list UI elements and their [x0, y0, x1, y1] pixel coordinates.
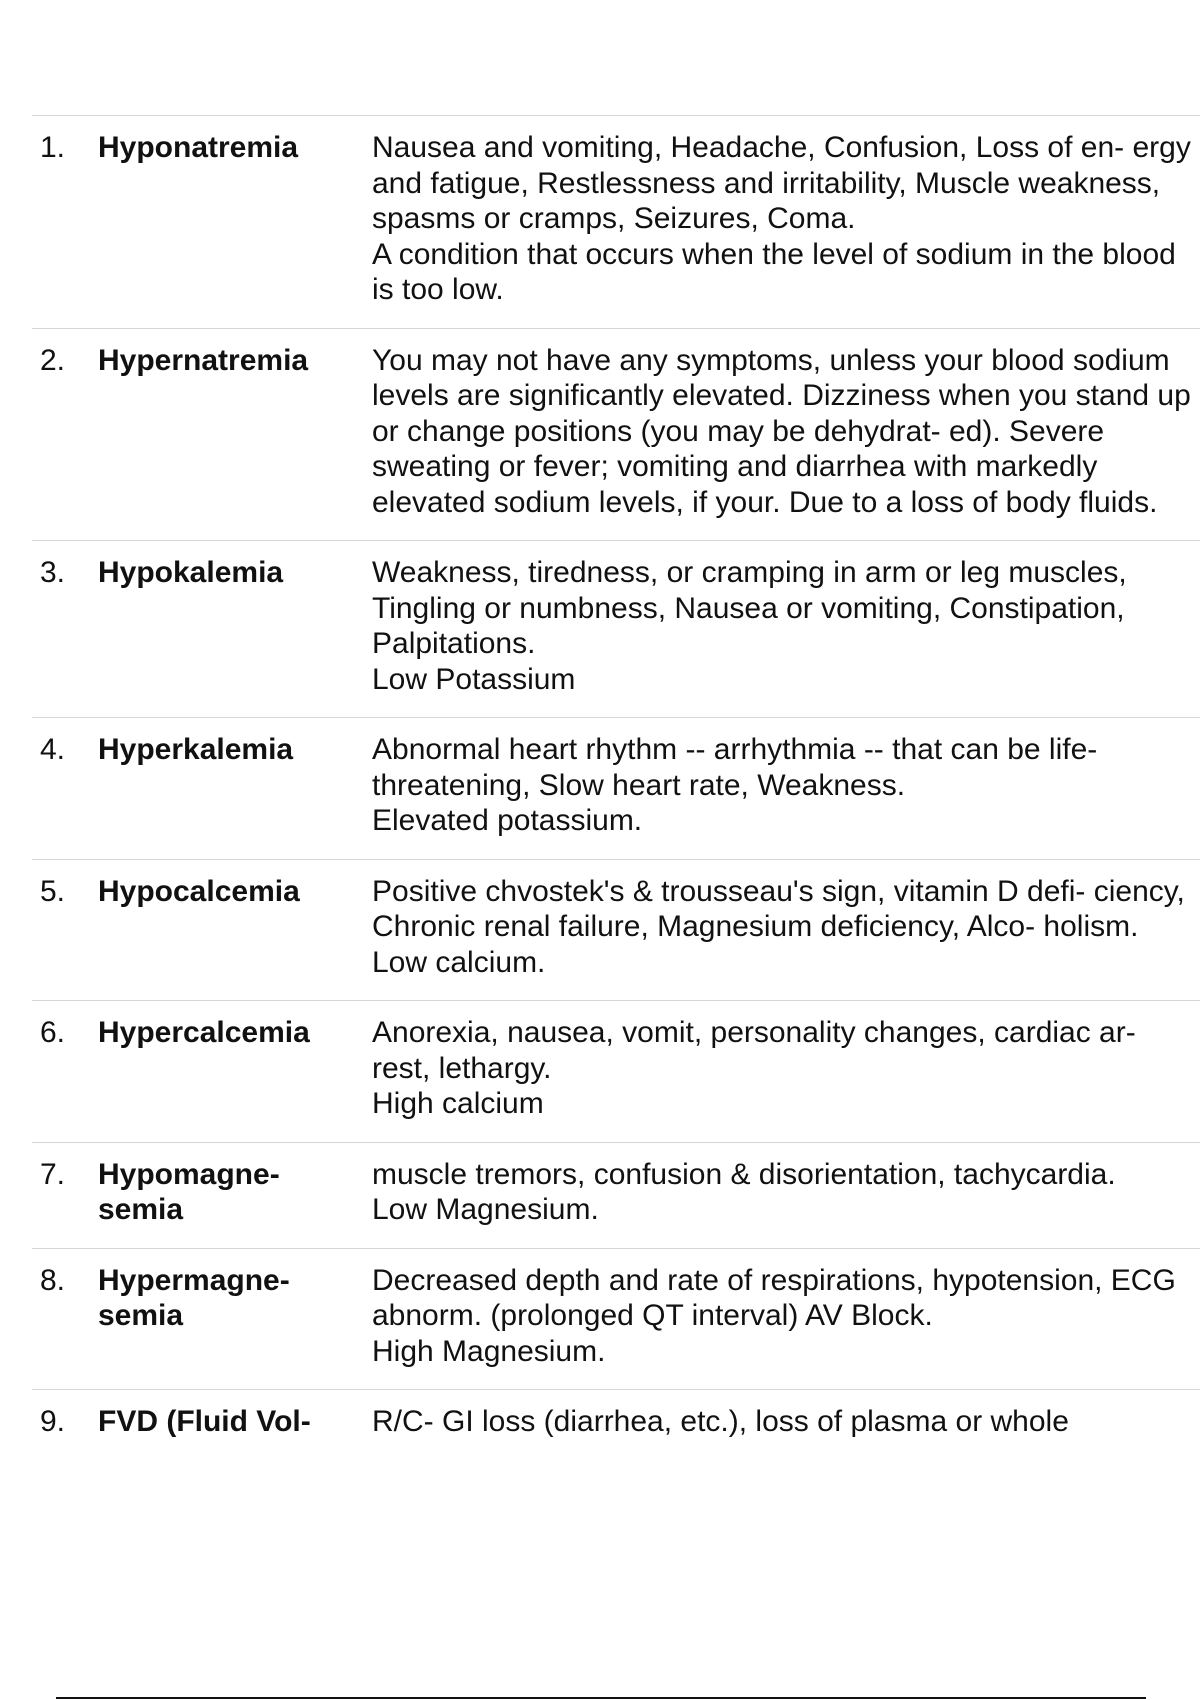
term-label: Hypermagne- semia [98, 1263, 290, 1332]
term-label: Hypokalemia [98, 556, 284, 589]
item-number: 3. [40, 556, 66, 589]
term-label: Hypercalcemia [98, 1016, 310, 1049]
definition-line: High calcium [372, 1087, 544, 1120]
term-label: Hyponatremia [98, 131, 299, 164]
definition-text [372, 130, 1198, 308]
definition-text [372, 1404, 1198, 1440]
term-label: Hypernatremia [98, 343, 309, 377]
definition-line: Low Magnesium. [372, 1193, 599, 1226]
definition-line: R/C- GI loss (diarrhea, etc.), loss of plasma or whole [372, 1405, 1069, 1438]
term-label: FVD (Fluid Vol- [98, 1405, 311, 1438]
definition-text [372, 1015, 1198, 1122]
definition-line: Abnormal heart rhythm -- arrhythmia -- that can be life-threatening, Slow heart rate, Weakness. [372, 733, 1098, 802]
item-number: 8. [40, 1263, 66, 1297]
definition-text [372, 1157, 1198, 1228]
list-item [32, 860, 1200, 1002]
item-number: 6. [40, 1016, 66, 1049]
definition-line: Low calcium. [372, 945, 546, 979]
list-item [32, 329, 1200, 542]
definition-text [372, 874, 1198, 981]
list-item [32, 1001, 1200, 1143]
term-label: Hypomagne- semia [98, 1157, 280, 1226]
list-item [32, 718, 1200, 860]
definition-line: Elevated potassium. [372, 804, 643, 837]
definition-line: Positive chvostek's & trousseau's sign, vitamin D defi- ciency, Chronic renal failure, Magnesium deficiency, Alco- holism. [372, 874, 1185, 943]
definition-line: Weakness, tiredness, or cramping in arm or leg muscles, Tingling or numbness, Nausea or vomiting, Constipation, Palpitations. [372, 556, 1127, 660]
definition-line: Low Potassium [372, 662, 576, 696]
definition-line: Anorexia, nausea, vomit, personality changes, cardiac ar- rest, lethargy. [372, 1016, 1136, 1085]
item-number: 4. [40, 733, 66, 766]
item-number: 2. [40, 343, 66, 377]
definition-line: muscle tremors, confusion & disorientation, tachycardia. [372, 1157, 1116, 1191]
definition-line: Nausea and vomiting, Headache, Confusion, Loss of en- ergy and fatigue, Restlessness and irritability, Muscle weakness, spasms or cramps, Seizures, Coma. [372, 131, 1191, 235]
list-item [32, 1390, 1200, 1448]
list-item [32, 541, 1200, 718]
list-item [32, 116, 1200, 329]
item-number: 1. [40, 131, 66, 164]
item-number: 7. [40, 1157, 66, 1191]
list-item [32, 1249, 1200, 1391]
definition-line: Decreased depth and rate of respirations, hypotension, ECG abnorm. (prolonged QT interval) AV Block. [372, 1263, 1176, 1332]
flashcard-list [32, 115, 1200, 1448]
definition-line: You may not have any symptoms, unless your blood sodium levels are significantly elevated. Dizziness when you stand up or change positions (you may be dehydrat- ed). Severe sweating or fever; vomiting and diarrhea with markedly elevated sodium levels, if your. Due to a loss of body fluids. [372, 343, 1191, 519]
item-number: 5. [40, 874, 66, 908]
definition-text [372, 343, 1198, 521]
term-label: Hyperkalemia [98, 733, 294, 766]
list-item [32, 1143, 1200, 1249]
definition-line: A condition that occurs when the level of sodium in the blood is too low. [372, 237, 1176, 306]
definition-text [372, 555, 1198, 697]
item-number: 9. [40, 1405, 66, 1438]
bottom-rule [56, 1697, 1146, 1699]
definition-text [372, 1263, 1198, 1370]
definition-line: High Magnesium. [372, 1334, 606, 1368]
term-label: Hypocalcemia [98, 874, 300, 908]
definition-text [372, 732, 1198, 839]
